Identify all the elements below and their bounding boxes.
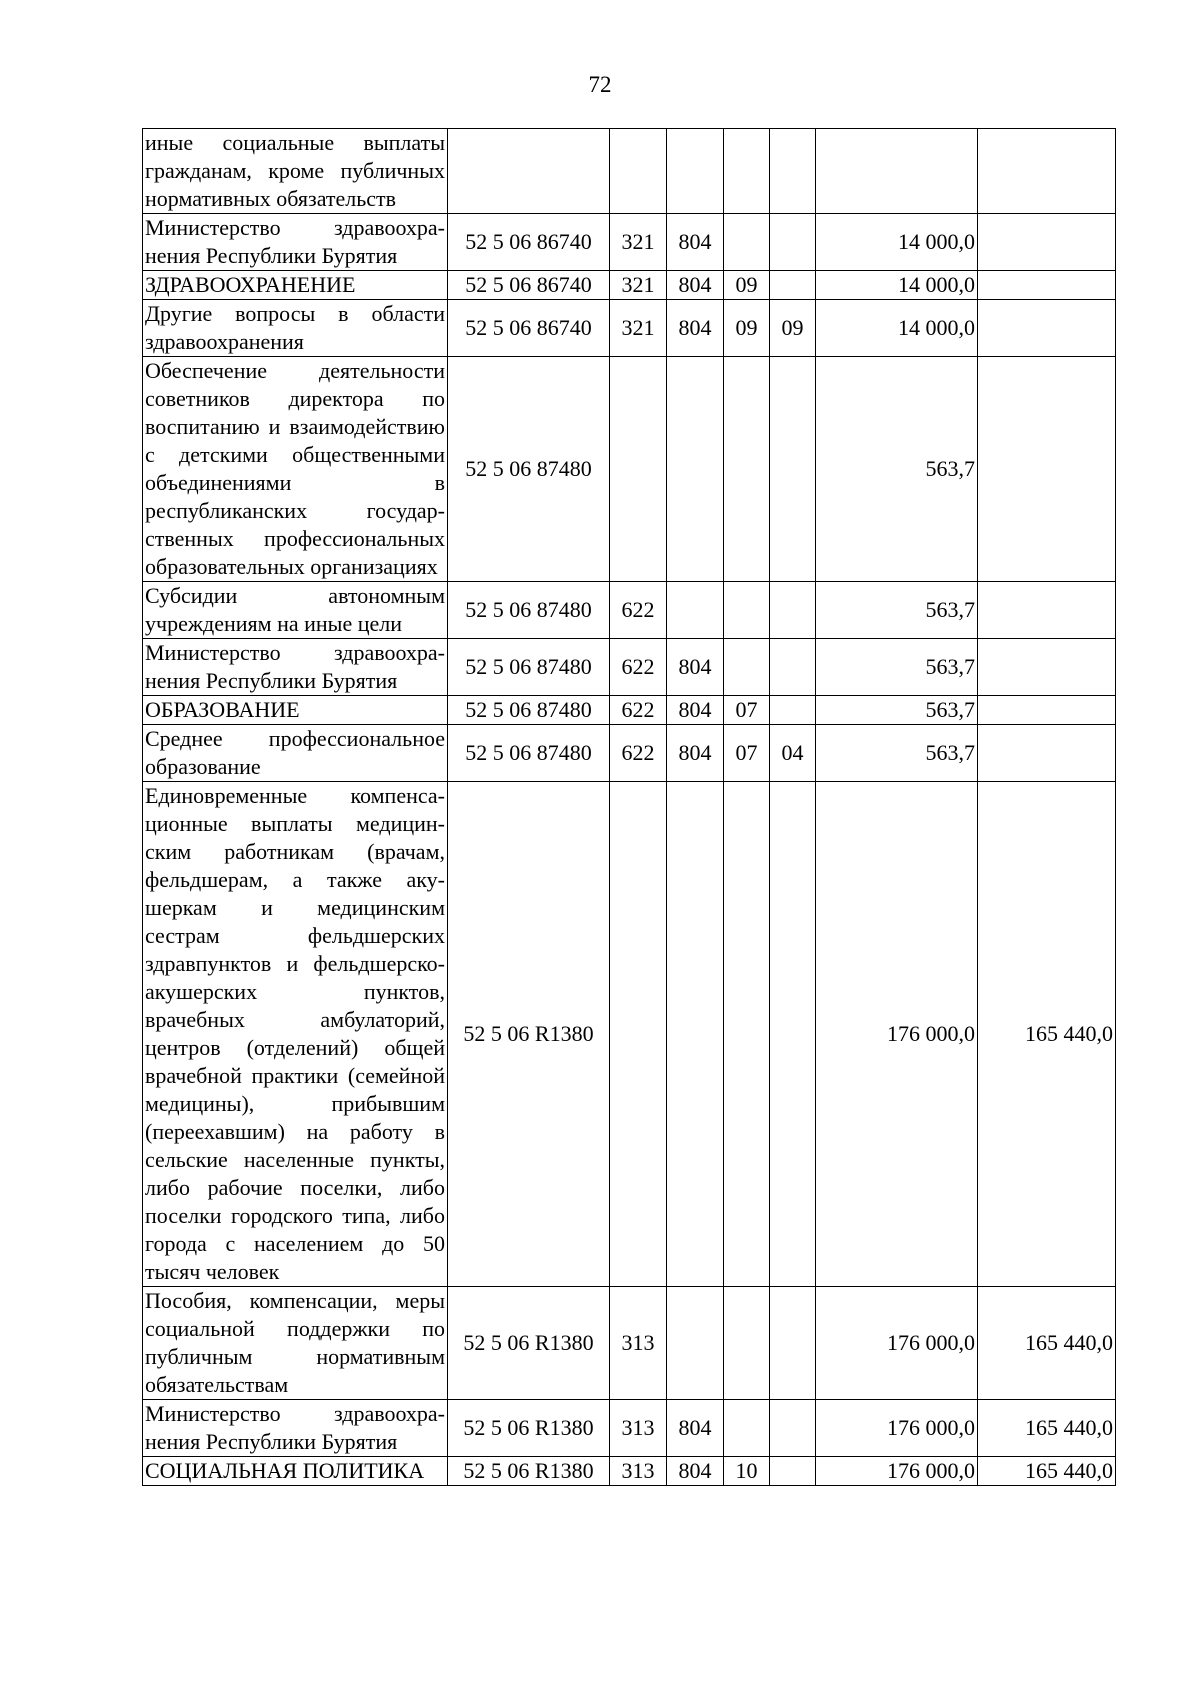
section-cell: 09 (724, 271, 770, 300)
total-amount-cell: 176 000,0 (816, 1457, 978, 1486)
expense-type-cell: 622 (610, 582, 667, 639)
target-article-code-cell: 52 5 06 R1380 (448, 1287, 610, 1400)
row-name-cell: Среднее профессиональное образование (143, 725, 448, 782)
subsection-cell (770, 696, 816, 725)
row-name-cell: Обеспечение деятельности советников директора по воспитанию и взаимодействию с детскими общественными объединениями в республиканских государственных профессиональных образовательных организациях (143, 357, 448, 582)
row-name-cell: Министерство здравоохранения Республики Бурятия (143, 639, 448, 696)
table-row (143, 300, 1116, 357)
federal-amount-cell (978, 357, 1116, 582)
subsection-cell (770, 129, 816, 214)
target-article-code-cell: 52 5 06 86740 (448, 300, 610, 357)
table-row (143, 639, 1116, 696)
target-article-code-cell: 52 5 06 87480 (448, 696, 610, 725)
subsection-cell (770, 214, 816, 271)
subsection-cell (770, 1400, 816, 1457)
table-row (143, 357, 1116, 582)
table-row (143, 725, 1116, 782)
section-cell: 07 (724, 725, 770, 782)
expense-type-cell: 313 (610, 1287, 667, 1400)
row-name-cell: Министерство здравоохранения Республики Бурятия (143, 214, 448, 271)
budget-table (142, 128, 1116, 1486)
subsection-cell: 09 (770, 300, 816, 357)
section-cell (724, 357, 770, 582)
subsection-cell (770, 357, 816, 582)
federal-amount-cell: 165 440,0 (978, 1287, 1116, 1400)
section-cell: 07 (724, 696, 770, 725)
total-amount-cell: 563,7 (816, 582, 978, 639)
total-amount-cell: 176 000,0 (816, 1400, 978, 1457)
row-name-cell: ОБРАЗОВАНИЕ (143, 696, 448, 725)
page-number: 72 (588, 72, 612, 97)
target-article-code-cell: 52 5 06 R1380 (448, 1400, 610, 1457)
target-article-code-cell: 52 5 06 86740 (448, 214, 610, 271)
total-amount-cell: 563,7 (816, 696, 978, 725)
administrator-code-cell: 804 (667, 696, 724, 725)
subsection-cell (770, 1287, 816, 1400)
administrator-code-cell (667, 129, 724, 214)
row-name-cell: СОЦИАЛЬНАЯ ПОЛИТИКА (143, 1457, 448, 1486)
federal-amount-cell (978, 725, 1116, 782)
administrator-code-cell (667, 357, 724, 582)
table-row (143, 271, 1116, 300)
federal-amount-cell (978, 582, 1116, 639)
table-row (143, 1287, 1116, 1400)
target-article-code-cell: 52 5 06 R1380 (448, 1457, 610, 1486)
expense-type-cell: 321 (610, 214, 667, 271)
federal-amount-cell: 165 440,0 (978, 1457, 1116, 1486)
row-name-cell: Пособия, компенсации, меры социальной поддержки по публичным нормативным обязательствам (143, 1287, 448, 1400)
federal-amount-cell: 165 440,0 (978, 1400, 1116, 1457)
target-article-code-cell (448, 129, 610, 214)
total-amount-cell: 14 000,0 (816, 271, 978, 300)
subsection-cell (770, 271, 816, 300)
section-cell (724, 1287, 770, 1400)
target-article-code-cell: 52 5 06 87480 (448, 639, 610, 696)
administrator-code-cell (667, 1287, 724, 1400)
row-name-cell: Другие вопросы в области здравоохранения (143, 300, 448, 357)
target-article-code-cell: 52 5 06 86740 (448, 271, 610, 300)
table-row (143, 696, 1116, 725)
federal-amount-cell (978, 214, 1116, 271)
total-amount-cell: 14 000,0 (816, 214, 978, 271)
section-cell: 09 (724, 300, 770, 357)
table-row (143, 582, 1116, 639)
federal-amount-cell: 165 440,0 (978, 782, 1116, 1287)
row-name-cell: иные социальные выплаты гражданам, кроме публичных нормативных обязательств (143, 129, 448, 214)
expense-type-cell: 321 (610, 300, 667, 357)
expense-type-cell: 313 (610, 1400, 667, 1457)
expense-type-cell (610, 129, 667, 214)
table-row (143, 1457, 1116, 1486)
administrator-code-cell: 804 (667, 214, 724, 271)
subsection-cell (770, 782, 816, 1287)
section-cell (724, 582, 770, 639)
administrator-code-cell: 804 (667, 1457, 724, 1486)
target-article-code-cell: 52 5 06 87480 (448, 725, 610, 782)
expense-type-cell: 622 (610, 696, 667, 725)
section-cell (724, 639, 770, 696)
administrator-code-cell: 804 (667, 271, 724, 300)
row-name-cell: Субсидии автономным учреждениям на иные цели (143, 582, 448, 639)
total-amount-cell: 176 000,0 (816, 782, 978, 1287)
administrator-code-cell (667, 582, 724, 639)
administrator-code-cell: 804 (667, 639, 724, 696)
expense-type-cell: 622 (610, 639, 667, 696)
federal-amount-cell (978, 129, 1116, 214)
row-name-cell: ЗДРАВООХРАНЕНИЕ (143, 271, 448, 300)
federal-amount-cell (978, 696, 1116, 725)
federal-amount-cell (978, 639, 1116, 696)
row-name-cell: Министерство здравоохранения Республики Бурятия (143, 1400, 448, 1457)
expense-type-cell (610, 357, 667, 582)
subsection-cell (770, 1457, 816, 1486)
target-article-code-cell: 52 5 06 87480 (448, 582, 610, 639)
table-row (143, 214, 1116, 271)
row-name-cell: Единовременные компенсационные выплаты медицинским работникам (врачам, фельдшерам, а также акушеркам и медицинским сестрам фельдшерских здравпунктов и фельдшерско-акушерских пунктов, врачебных амбулаторий, центров (отделений) общей врачебной практики (семейной медицины), прибывшим (переехавшим) на работу в сельские населенные пункты, либо рабочие поселки, либо поселки городского типа, либо города с населением до 50 тысяч человек (143, 782, 448, 1287)
total-amount-cell: 563,7 (816, 639, 978, 696)
target-article-code-cell: 52 5 06 87480 (448, 357, 610, 582)
expense-type-cell: 313 (610, 1457, 667, 1486)
total-amount-cell: 563,7 (816, 357, 978, 582)
budget-table-body (143, 129, 1116, 1486)
administrator-code-cell: 804 (667, 300, 724, 357)
expense-type-cell: 321 (610, 271, 667, 300)
total-amount-cell: 176 000,0 (816, 1287, 978, 1400)
section-cell (724, 129, 770, 214)
administrator-code-cell (667, 782, 724, 1287)
table-row (143, 129, 1116, 214)
total-amount-cell: 563,7 (816, 725, 978, 782)
section-cell: 10 (724, 1457, 770, 1486)
administrator-code-cell: 804 (667, 725, 724, 782)
expense-type-cell: 622 (610, 725, 667, 782)
total-amount-cell (816, 129, 978, 214)
federal-amount-cell (978, 300, 1116, 357)
section-cell (724, 782, 770, 1287)
section-cell (724, 1400, 770, 1457)
table-row (143, 782, 1116, 1287)
subsection-cell: 04 (770, 725, 816, 782)
expense-type-cell (610, 782, 667, 1287)
subsection-cell (770, 639, 816, 696)
total-amount-cell: 14 000,0 (816, 300, 978, 357)
administrator-code-cell: 804 (667, 1400, 724, 1457)
target-article-code-cell: 52 5 06 R1380 (448, 782, 610, 1287)
federal-amount-cell (978, 271, 1116, 300)
subsection-cell (770, 582, 816, 639)
section-cell (724, 214, 770, 271)
table-row (143, 1400, 1116, 1457)
